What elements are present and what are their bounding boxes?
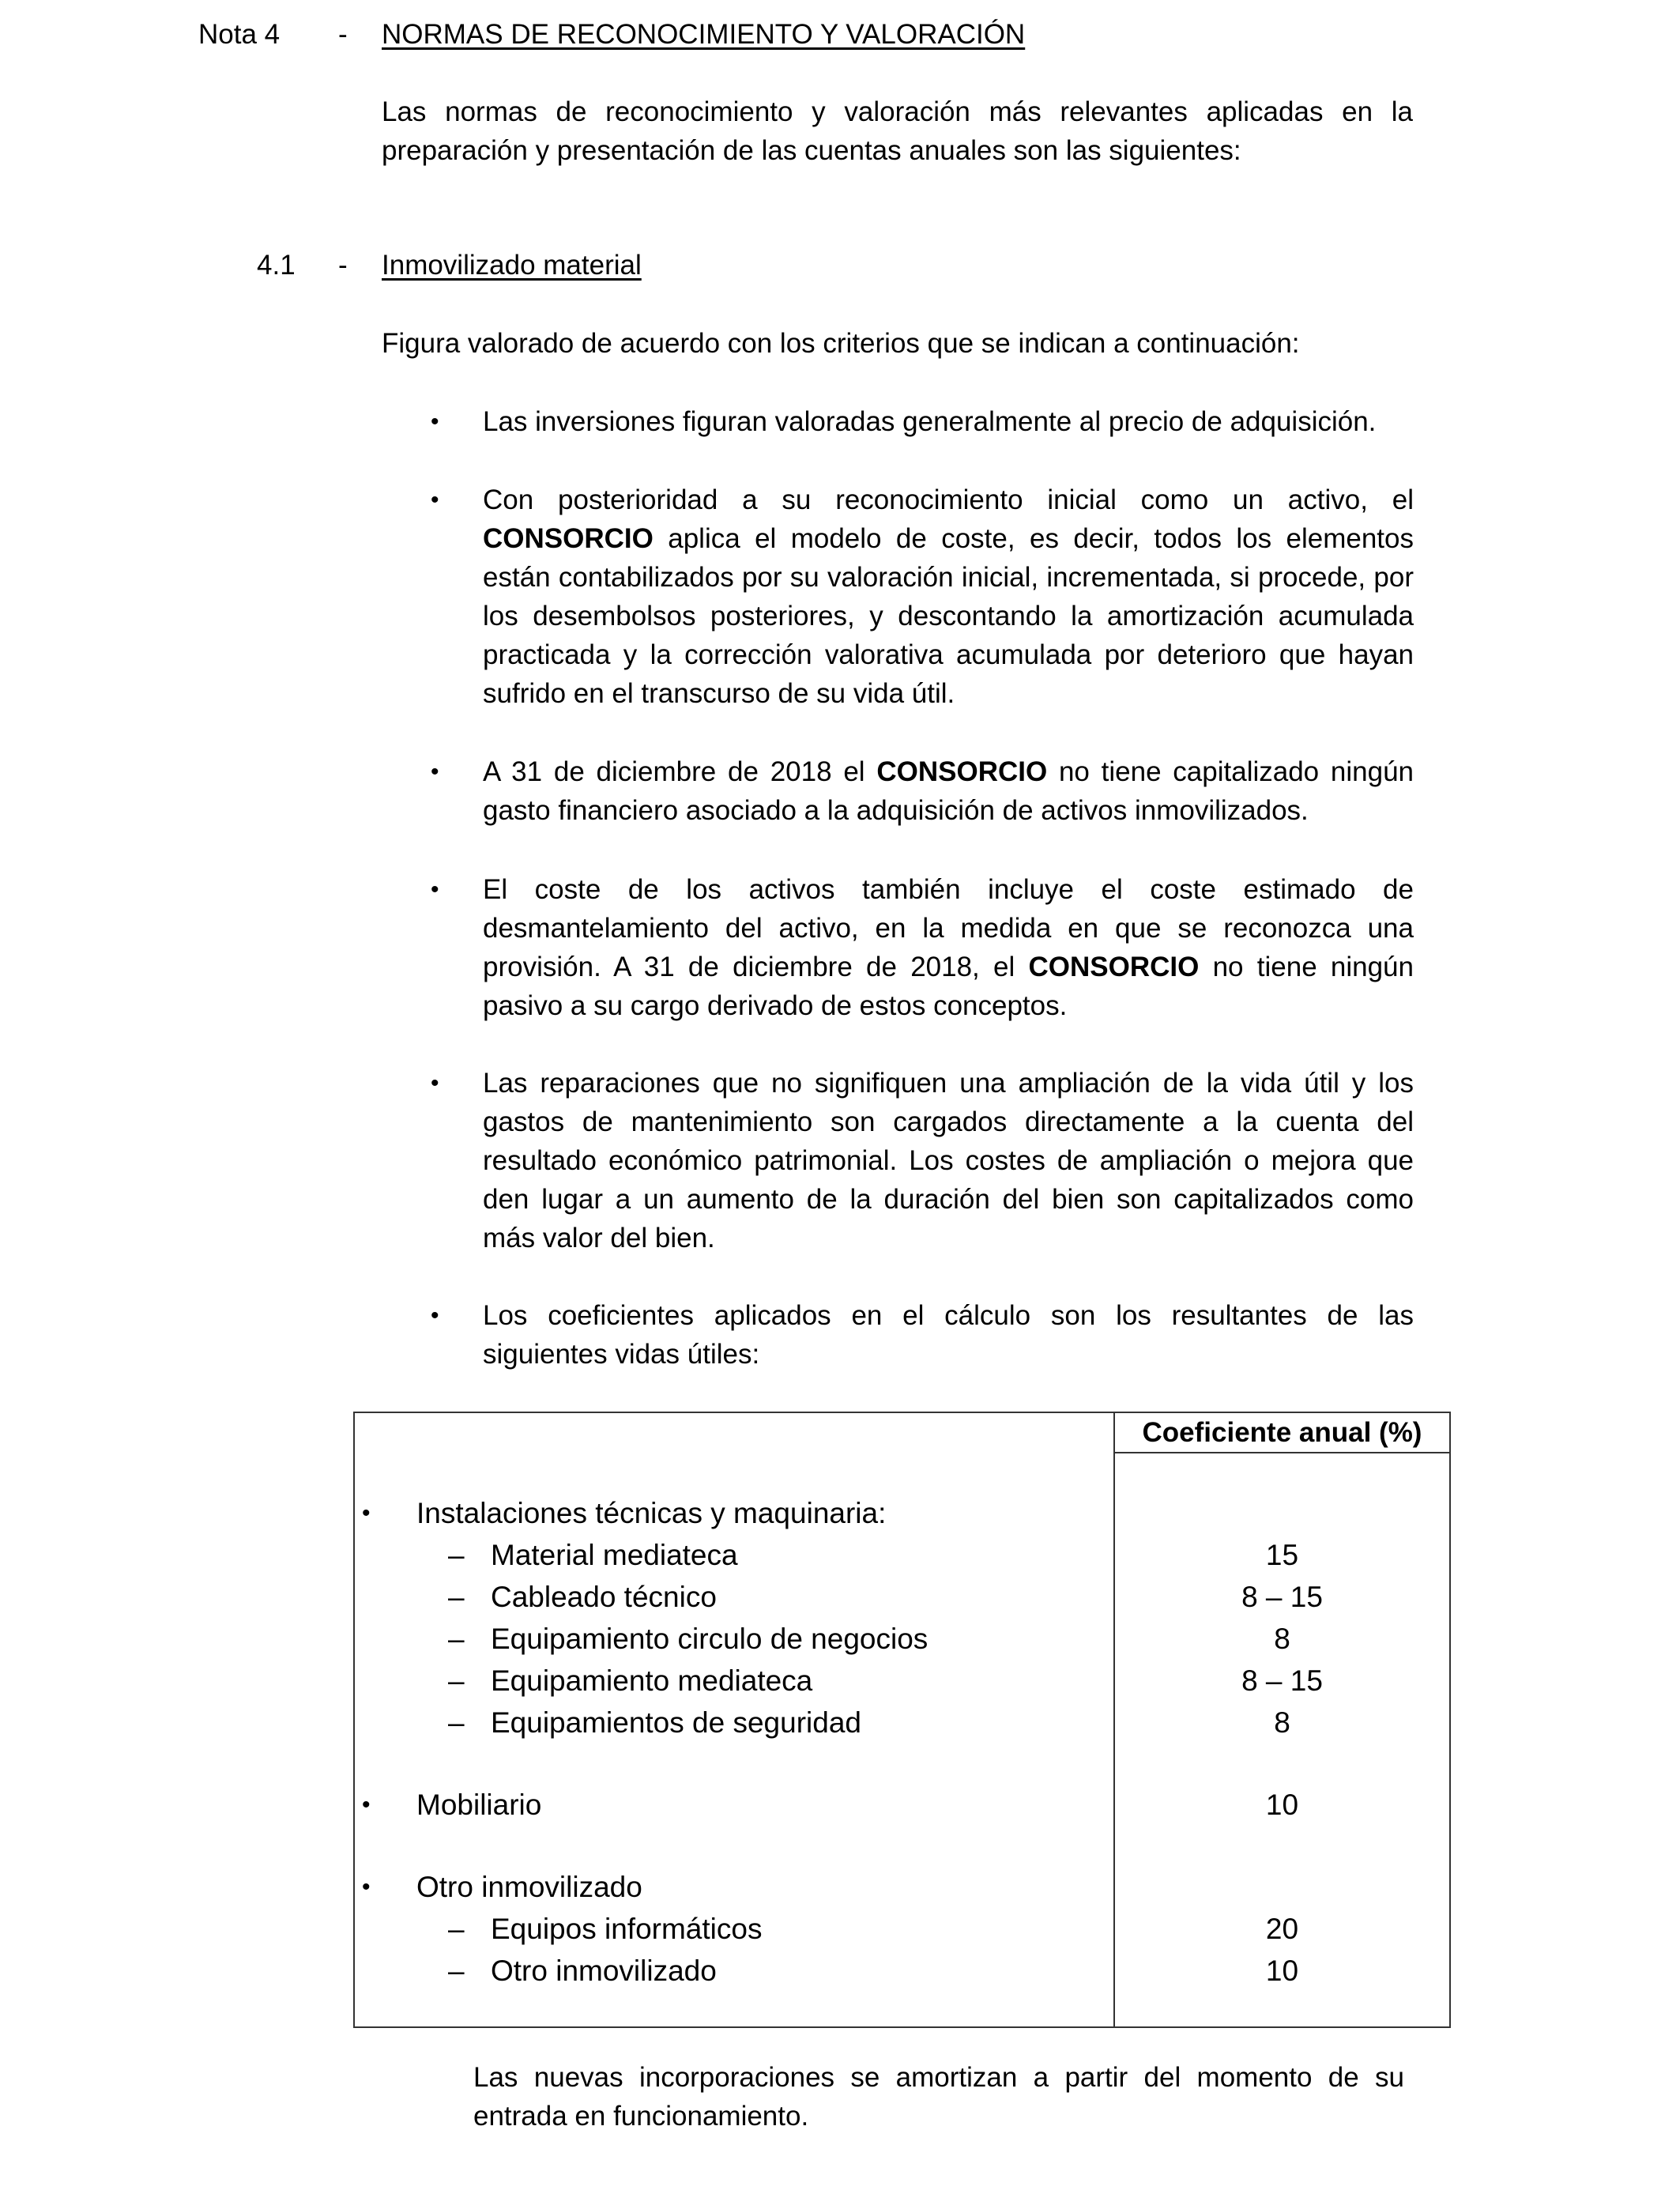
closing-paragraph: Las nuevas incorporaciones se amortizan a partir del momento de su entrada en funcionamiento. — [473, 2062, 1404, 2132]
bullet-text-part: no tiene capitalizado ningún gasto financiero asociado a la adquisición de activos inmovilizados. — [483, 756, 1414, 826]
dash-icon: – — [448, 1581, 465, 1613]
bullet-text — [483, 481, 1414, 713]
dash-icon: – — [448, 1913, 465, 1945]
bullet-text: Los coeficientes aplicados en el cálculo son los resultantes de las siguientes vidas útiles: — [483, 1300, 1414, 1370]
section-number: 4.1 — [257, 250, 296, 281]
bullet-text: Las reparaciones que no signifiquen una ampliación de la vida útil y los gastos de mantenimiento son cargados directamente a la cuenta del resultado económico patrimonial. Los costes de ampliación o mejora que den lugar a un aumento de la duración del bien son capitalizados como más valor del bien. — [483, 1068, 1414, 1253]
bullet-text-part: no tiene ningún pasivo a su cargo derivado de estos conceptos. — [483, 952, 1414, 1021]
dash-icon: – — [448, 1623, 465, 1655]
section-dash: - — [338, 250, 348, 281]
bullet-icon: • — [362, 1500, 371, 1526]
bullet-text-part: Con posterioridad a su reconocimiento inicial como un activo, el — [483, 484, 1414, 515]
item-value: 8 – 15 — [1241, 1581, 1323, 1613]
item-label: Equipos informáticos — [491, 1913, 763, 1945]
bullet-icon: • — [431, 759, 439, 785]
item-label: Cableado técnico — [491, 1581, 717, 1613]
note-dash: - — [338, 19, 348, 50]
consorcio-bold: CONSORCIO — [1028, 952, 1200, 982]
section-title: Inmovilizado material — [382, 250, 642, 281]
item-label: Material mediateca — [491, 1539, 738, 1571]
bullet-icon: • — [362, 1792, 371, 1818]
note-title: NORMAS DE RECONOCIMIENTO Y VALORACIÓN — [382, 19, 1026, 50]
bullet-icon: • — [431, 409, 439, 435]
item-label: Otro inmovilizado — [491, 1955, 717, 1987]
consorcio-bold: CONSORCIO — [876, 756, 1048, 787]
dash-icon: – — [448, 1955, 465, 1987]
item-label: Equipamiento mediateca — [491, 1664, 813, 1697]
dash-icon: – — [448, 1539, 465, 1571]
bullet-icon: • — [362, 1874, 371, 1900]
category-label: Otro inmovilizado — [416, 1871, 642, 1903]
category-label: Mobiliario — [416, 1789, 542, 1821]
category-label: Instalaciones técnicas y maquinaria: — [416, 1497, 887, 1529]
item-value: 8 — [1274, 1706, 1290, 1739]
bullet-text-part: A 31 de diciembre de 2018 el — [483, 756, 877, 787]
bullet-icon: • — [431, 1302, 439, 1329]
bullet-icon: • — [431, 487, 439, 513]
bullet-text-part: El coste de los activos también incluye el coste estimado de desmantelamiento del activo, en la medida en que se reconozca una provisión. A 31 de diciembre de 2018, el — [483, 874, 1414, 982]
item-value: 8 – 15 — [1241, 1664, 1323, 1697]
bullet-icon: • — [431, 876, 439, 903]
item-label: Equipamientos de seguridad — [491, 1706, 861, 1739]
section-intro: Figura valorado de acuerdo con los criterios que se indican a continuación: — [382, 328, 1300, 359]
note-label: Nota 4 — [198, 19, 281, 50]
dash-icon: – — [448, 1706, 465, 1739]
bullet-text — [483, 752, 1414, 830]
bullet-icon: • — [431, 1070, 439, 1096]
consorcio-bold: CONSORCIO — [483, 523, 654, 554]
bullet-text: Las inversiones figuran valoradas generalmente al precio de adquisición. — [483, 406, 1377, 437]
table-header: Coeficiente anual (%) — [1142, 1417, 1422, 1448]
bullet-text-part: aplica el modelo de coste, es decir, todos los elementos están contabilizados por su valoración inicial, incrementada, si procede, por los desembolsos posteriores, y descontando la amortización acumulada practicada y la corrección valorativa acumulada por deterioro que hayan sufrido en el transcurso de su vida útil. — [483, 523, 1414, 709]
item-label: Equipamiento circulo de negocios — [491, 1623, 929, 1655]
item-value: 10 — [1265, 1789, 1299, 1821]
item-value: 20 — [1265, 1913, 1299, 1945]
note-intro: Las normas de reconocimiento y valoración más relevantes aplicadas en la preparación y presentación de las cuentas anuales son las siguientes: — [382, 96, 1413, 166]
item-value: 8 — [1274, 1623, 1290, 1655]
table-header-divider — [1113, 1452, 1451, 1453]
bullet-text — [483, 870, 1414, 1025]
item-value: 15 — [1265, 1539, 1299, 1571]
item-value: 10 — [1265, 1955, 1299, 1987]
dash-icon: – — [448, 1664, 465, 1697]
